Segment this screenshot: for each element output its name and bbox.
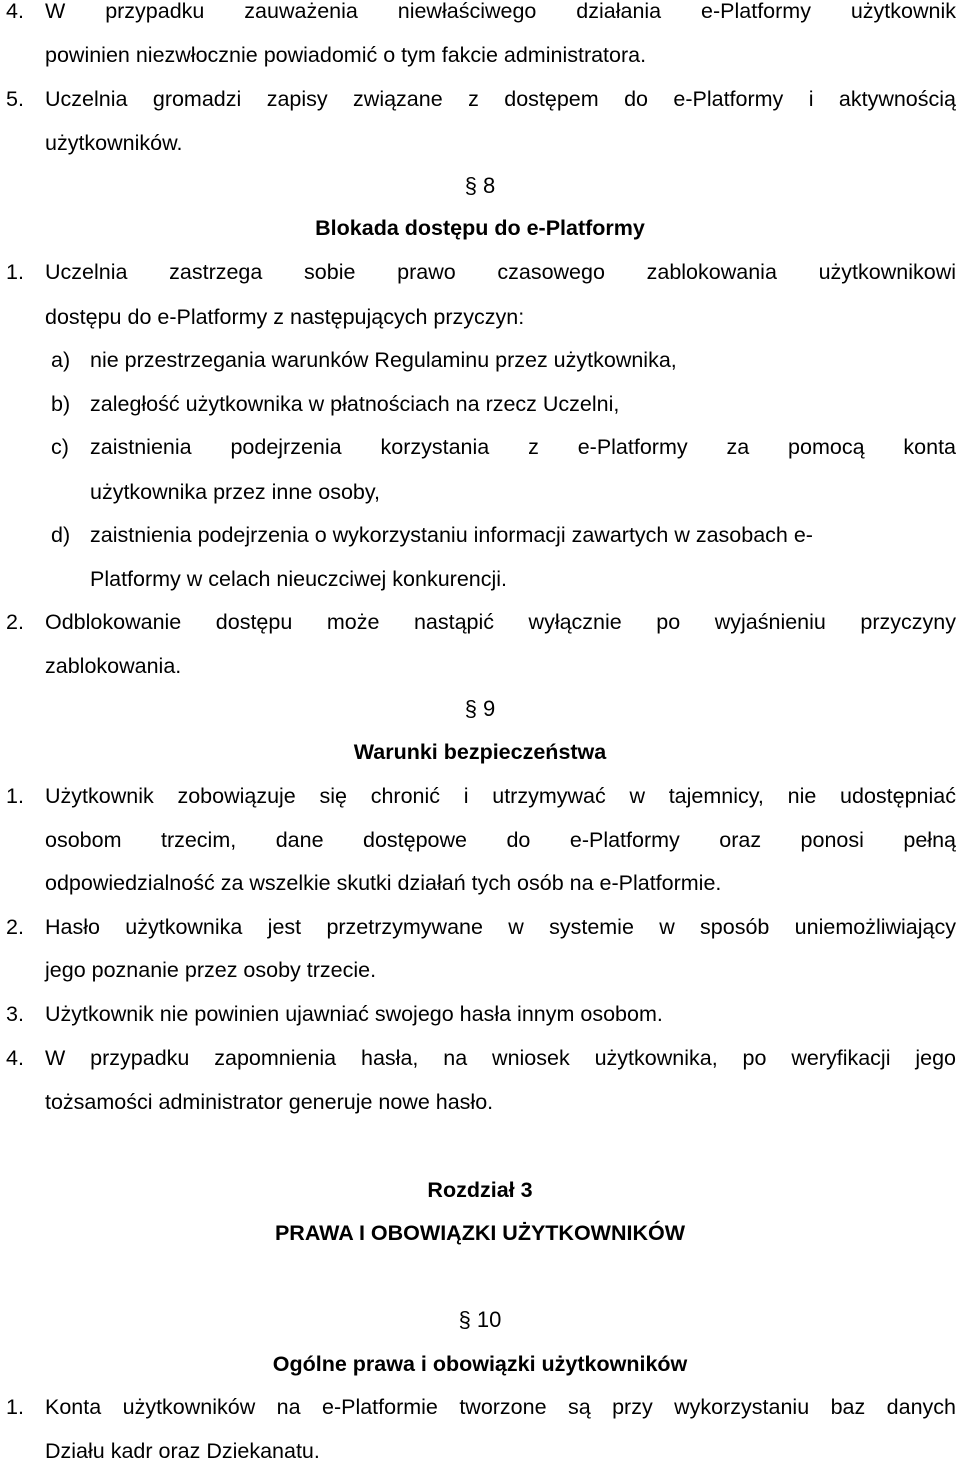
item-text: Odblokowanie dostępu może nastąpić wyłącznie po wyjaśnieniu przyczyny xyxy=(45,610,956,634)
item-number: 2. xyxy=(6,915,24,939)
section-number: § 9 xyxy=(464,696,496,721)
item-number: 2. xyxy=(6,610,24,634)
item-text: W przypadku zapomnienia hasła, na wniosek użytkownika, po weryfikacji jego xyxy=(45,1046,956,1070)
section-title-text: Ogólne prawa i obowiązki użytkowników xyxy=(272,1352,688,1376)
section-title-text: Blokada dostępu do e-Platformy xyxy=(315,216,645,240)
item-number: 5. xyxy=(6,87,24,111)
sub-item-letter: c) xyxy=(51,435,69,459)
section-number: § 8 xyxy=(464,173,496,198)
item-text: Użytkownik zobowiązuje się chronić i utrzymywać w tajemnicy, nie udostępniać xyxy=(45,784,956,808)
section-number: § 10 xyxy=(458,1307,502,1332)
sub-item-text: Platformy w celach nieuczciwej konkurencji. xyxy=(90,567,508,591)
item-text: powinien niezwłocznie powiadomić o tym fakcie administratora. xyxy=(45,43,647,67)
sub-item-letter: d) xyxy=(51,523,71,547)
item-number: 4. xyxy=(6,1046,24,1070)
item-text: Konta użytkowników na e-Platformie tworzone są przy wykorzystaniu baz danych xyxy=(45,1395,956,1419)
section-title-text: Warunki bezpieczeństwa xyxy=(353,740,607,764)
item-text: użytkowników. xyxy=(45,131,183,155)
item-text: Uczelnia zastrzega sobie prawo czasowego zablokowania użytkownikowi xyxy=(45,260,956,284)
item-text: jego poznanie przez osoby trzecie. xyxy=(45,958,377,982)
item-text: Hasło użytkownika jest przetrzymywane w systemie w sposób uniemożliwiający xyxy=(45,915,956,939)
sub-item-text: zaistnienia podejrzenia korzystania z e-Platformy za pomocą konta xyxy=(90,435,956,459)
sub-item-text: zaistnienia podejrzenia o wykorzystaniu informacji zawartych w zasobach e- xyxy=(90,523,813,547)
item-number: 3. xyxy=(6,1002,24,1026)
sub-item-text: nie przestrzegania warunków Regulaminu przez użytkownika, xyxy=(90,348,677,372)
item-text: Uczelnia gromadzi zapisy związane z dostępem do e-Platformy i aktywnością xyxy=(45,87,956,111)
chapter-label: Rozdział 3 xyxy=(427,1178,533,1202)
item-number: 1. xyxy=(6,1395,24,1419)
item-text: dostępu do e-Platformy z następujących przyczyn: xyxy=(45,305,525,329)
item-text: W przypadku zauważenia niewłaściwego działania e-Platformy użytkownik xyxy=(45,0,956,23)
item-text: odpowiedzialność za wszelkie skutki działań tych osób na e-Platformie. xyxy=(45,871,722,895)
item-text: osobom trzecim, dane dostępowe do e-Platformy oraz ponosi pełną xyxy=(45,828,956,852)
sub-item-letter: b) xyxy=(51,392,71,416)
item-number: 1. xyxy=(6,260,24,284)
item-number: 4. xyxy=(6,0,24,23)
sub-item-text: użytkownika przez inne osoby, xyxy=(90,480,380,504)
item-text: Działu kadr oraz Dziekanatu. xyxy=(45,1439,320,1463)
sub-item-text: zaległość użytkownika w płatnościach na rzecz Uczelni, xyxy=(90,392,620,416)
item-text: Użytkownik nie powinien ujawniać swojego hasła innym osobom. xyxy=(45,1002,663,1026)
sub-item-letter: a) xyxy=(51,348,71,372)
item-text: zablokowania. xyxy=(45,654,182,678)
item-number: 1. xyxy=(6,784,24,808)
item-text: tożsamości administrator generuje nowe hasło. xyxy=(45,1090,494,1114)
chapter-title-text: PRAWA I OBOWIĄZKI UŻYTKOWNIKÓW xyxy=(274,1221,686,1245)
